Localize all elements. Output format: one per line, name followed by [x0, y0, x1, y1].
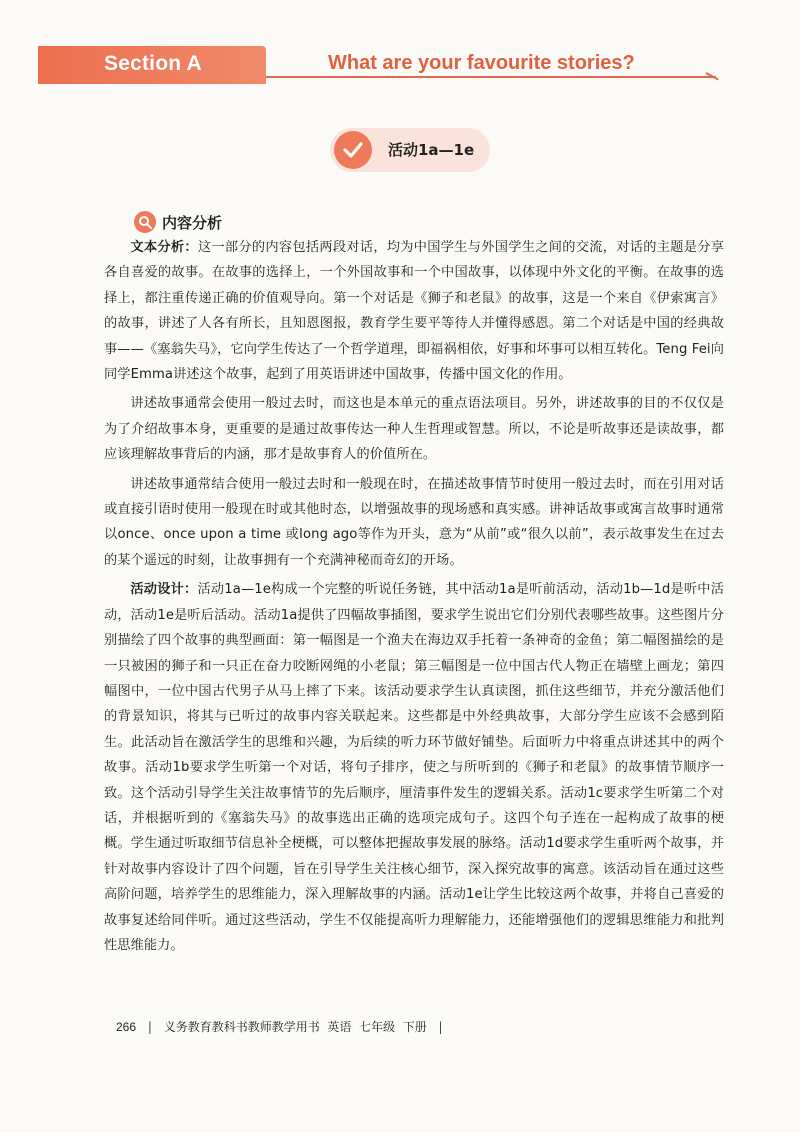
- page-number: 266: [116, 1020, 137, 1034]
- paragraph-text: 讲述故事通常会使用一般过去时，而这也是本单元的重点语法项目。另外，讲述故事的目的不仅仅是为了介绍故事本身，更重要的是通过故事传达一种人生哲理或智慧。所以，不论是听故事还是读故事，都应该理解故事背后的内涵，那才是故事育人的价值所在。: [104, 396, 724, 463]
- paragraph: [104, 577, 724, 958]
- paragraph-lead: 文本分析：: [130, 240, 198, 255]
- volume: 下册: [402, 1020, 427, 1034]
- paragraph: [104, 472, 724, 574]
- paragraph-lead: 活动设计：: [130, 582, 198, 598]
- footer-separator: |: [438, 1020, 443, 1034]
- page-footer: [116, 1018, 451, 1035]
- paragraph-text: 讲述故事通常结合使用一般过去时和一般现在时，在描述故事情节时使用一般过去时，而在引用对话或直接引语时使用一般现在时或其他时态，以增强故事的现场感和真实感。讲神话故事或寓言故事时通常以once、once upon a time 或long ago等作为开头，意为“从前”或“很久以前”，表示故事发生在过去的某个遥远的时刻，让故事拥有一个充满神秘而奇幻的开场。: [104, 476, 724, 568]
- section-label: Section A: [104, 52, 202, 75]
- paragraph: [104, 235, 724, 387]
- paragraph: [104, 391, 724, 467]
- page-title: What are your favourite stories?: [328, 52, 635, 74]
- section-tab: [38, 46, 266, 84]
- checkmark-icon: [334, 131, 372, 169]
- search-icon: [134, 211, 156, 233]
- footer-separator: |: [147, 1020, 152, 1034]
- subject: 英语: [327, 1020, 352, 1034]
- grade: 七年级: [359, 1020, 396, 1034]
- section-heading: 内容分析: [162, 214, 223, 232]
- book-title: 义务教育教科书教师教学用书: [163, 1020, 320, 1034]
- activity-label: 活动1a—1e: [388, 141, 475, 159]
- analysis-body: [104, 235, 724, 962]
- paragraph-text: 活动1a—1e构成一个完整的听说任务链，其中活动1a是听前活动，活动1b—1d是听中活动，活动1e是听后活动。活动1a提供了四幅故事插图，要求学生说出它们分别代表哪些故事。这些图片分别描绘了四个故事的典型画面：第一幅图是一个渔夫在海边双手托着一条神奇的金鱼；第二幅图描绘的是一只被困的狮子和一只正在奋力咬断网绳的小老鼠；第三幅图是一位中国古代人物正在墙壁上画龙；第四幅图中，一位中国古代男子从马上摔了下来。该活动要求学生认真读图，抓住这些细节，并充分激活他们的背景知识，将其与已听过的故事内容关联起来。这些都是中外经典故事，大部分学生应该不会感到陌生。此活动旨在激活学生的思维和兴趣，为后续的听力环节做好铺垫。后面听力中将重点讲述其中的两个故事。活动1b要求学生听第一个对话，将句子排序，使之与所听到的《狮子和老鼠》的故事情节顺序一致。这个活动引导学生关注故事情节的先后顺序，厘清事件发生的逻辑关系。活动1c要求学生听第二个对话，并根据听到的《塞翁失马》的故事选出正确的选项完成句子。这四个句子连在一起构成了故事的梗概。学生通过听取细节信息补全梗概，可以整体把握故事发展的脉络。活动1d要求学生重听两个故事，并针对故事内容设计了四个问题，旨在引导学生关注核心细节，深入探究故事的寓意。该活动旨在通过这些高阶问题，培养学生的思维能力，深入理解故事的内涵。活动1e让学生比较这两个故事，并将自己喜爱的故事复述给同伴听。通过这些活动，学生不仅能提高听力理解能力，还能增强他们的逻辑思维能力和批判性思维能力。: [104, 582, 724, 953]
- header-divider: [266, 76, 716, 78]
- paragraph-text: 这一部分的内容包括两段对话，均为中国学生与外国学生之间的交流，对话的主题是分享各自喜爱的故事。在故事的选择上，一个外国故事和一个中国故事，以体现中外文化的平衡。在故事的选择上，都注重传递正确的价值观导向。第一个对话是《狮子和老鼠》的故事，这是一个来自《伊索寓言》的故事，讲述了人各有所长，且知恩图报，教育学生要平等待人并懂得感恩。第二个对话是中国的经典故事——《塞翁失马》，它向学生传达了一个哲学道理，即福祸相依，好事和坏事可以相互转化。Teng Fei向同学Emma讲述这个故事，起到了用英语讲述中国故事，传播中国文化的作用。: [104, 240, 724, 383]
